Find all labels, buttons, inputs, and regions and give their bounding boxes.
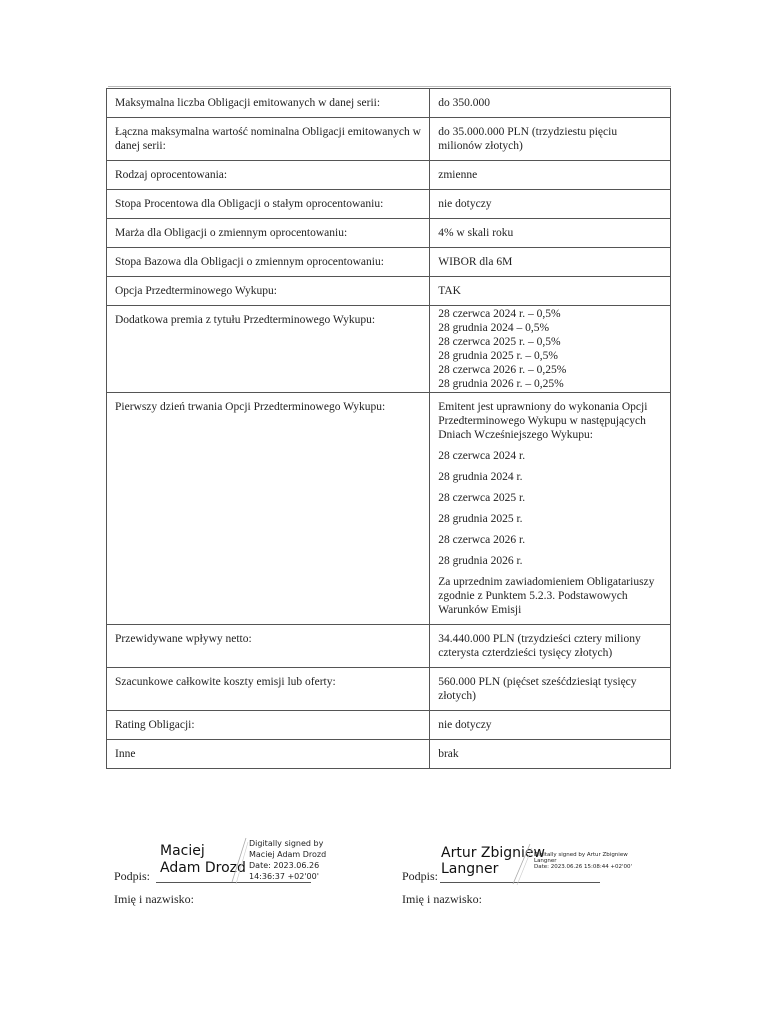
signature-meta: Digitally signed by [249, 839, 324, 848]
table-row [107, 711, 671, 740]
name-label: Imię i nazwisko: [114, 892, 194, 906]
row-value: 560.000 PLN (pięćset sześćdziesiąt tysięcy złotych) [430, 668, 671, 711]
row-label: Szacunkowe całkowite koszty emisji lub oferty: [107, 668, 430, 711]
row-value: do 350.000 [430, 89, 671, 118]
signature-meta: Maciej Adam Drozd [249, 850, 327, 859]
podpis-label: Podpis: [402, 869, 439, 883]
row-label: Rating Obligacji: [107, 711, 430, 740]
first-day-date: 28 grudnia 2025 r. [438, 513, 523, 525]
signature-meta: Date: 2023.06.26 [249, 861, 320, 870]
podpis-label: Podpis: [114, 869, 151, 883]
signer-name-line2: Langner [441, 861, 499, 877]
first-day-value [430, 393, 671, 625]
top-rule [108, 86, 671, 87]
first-day-date: 28 czerwca 2025 r. [438, 492, 526, 504]
first-day-date: 28 grudnia 2026 r. [438, 555, 523, 567]
row-value: 4% w skali roku [430, 219, 671, 248]
table-row [107, 668, 671, 711]
premium-line: 28 grudnia 2025 r. – 0,5% [438, 350, 558, 362]
row-value: brak [430, 740, 671, 769]
table-row [107, 161, 671, 190]
premium-line: 28 czerwca 2024 r. – 0,5% [438, 308, 561, 320]
premium-schedule [430, 306, 671, 393]
row-label: Stopa Bazowa dla Obligacji o zmiennym oprocentowaniu: [107, 248, 430, 277]
signature-meta: Langner [534, 858, 557, 864]
table-row [107, 277, 671, 306]
signature-stroke-icon [228, 836, 250, 886]
row-value: WIBOR dla 6M [430, 248, 671, 277]
first-day-date: 28 czerwca 2024 r. [438, 450, 526, 462]
first-day-paragraph: Emitent jest uprawniony do wykonania Opcji Przedterminowego Wykupu w następujących Dniach Wcześniejszego Wykupu: [438, 401, 648, 441]
row-label: Stopa Procentowa dla Obligacji o stałym oprocentowaniu: [107, 190, 430, 219]
row-value: zmienne [430, 161, 671, 190]
row-value: do 35.000.000 PLN (trzydziestu pięciu milionów złotych) [430, 118, 671, 161]
signer-name-line2: Adam Drozd [160, 860, 246, 876]
premium-line: 28 czerwca 2026 r. – 0,25% [438, 364, 567, 376]
row-label: Marża dla Obligacji o zmiennym oprocentowaniu: [107, 219, 430, 248]
row-label: Opcja Przedterminowego Wykupu: [107, 277, 430, 306]
signer-name-line1: Maciej [160, 843, 205, 859]
table-row [107, 118, 671, 161]
table-row-premium [107, 306, 671, 393]
premium-line: 28 czerwca 2025 r. – 0,5% [438, 336, 561, 348]
table-row [107, 248, 671, 277]
row-label: Maksymalna liczba Obligacji emitowanych w danej serii: [107, 89, 430, 118]
premium-line: 28 grudnia 2024 – 0,5% [438, 322, 550, 334]
bond-terms-table [106, 88, 671, 769]
first-day-date: 28 grudnia 2024 r. [438, 471, 523, 483]
row-value: nie dotyczy [430, 711, 671, 740]
table-row [107, 625, 671, 668]
row-value: TAK [430, 277, 671, 306]
first-day-date: 28 czerwca 2026 r. [438, 534, 526, 546]
table-row [107, 219, 671, 248]
row-label: Dodatkowa premia z tytułu Przedterminowego Wykupu: [107, 306, 430, 393]
signature-meta: Digitally signed by Artur Zbigniew [534, 852, 628, 858]
table-row [107, 190, 671, 219]
table-row-first-day [107, 393, 671, 625]
row-label: Pierwszy dzień trwania Opcji Przedterminowego Wykupu: [107, 393, 430, 625]
first-day-paragraph: Za uprzednim zawiadomieniem Obligatariuszy zgodnie z Punktem 5.2.3. Podstawowych Warunków Emisji [438, 576, 655, 616]
row-label: Łączna maksymalna wartość nominalna Obligacji emitowanych w danej serii: [107, 118, 430, 161]
row-label: Rodzaj oprocentowania: [107, 161, 430, 190]
row-value: nie dotyczy [430, 190, 671, 219]
row-value: 34.440.000 PLN (trzydzieści cztery miliony czterysta czterdzieści tysięcy złotych) [430, 625, 671, 668]
name-label: Imię i nazwisko: [402, 892, 482, 906]
row-label: Przewidywane wpływy netto: [107, 625, 430, 668]
table-row [107, 740, 671, 769]
signer-name-line1: Artur Zbigniew [441, 845, 545, 861]
row-label: Inne [107, 740, 430, 769]
signature-meta: 14:36:37 +02'00' [249, 872, 319, 881]
premium-line: 28 grudnia 2026 r. – 0,25% [438, 378, 564, 390]
signature-stroke-icon [510, 842, 534, 886]
signature-meta: Date: 2023.06.26 15:08:44 +02'00' [534, 864, 633, 870]
table-row [107, 89, 671, 118]
